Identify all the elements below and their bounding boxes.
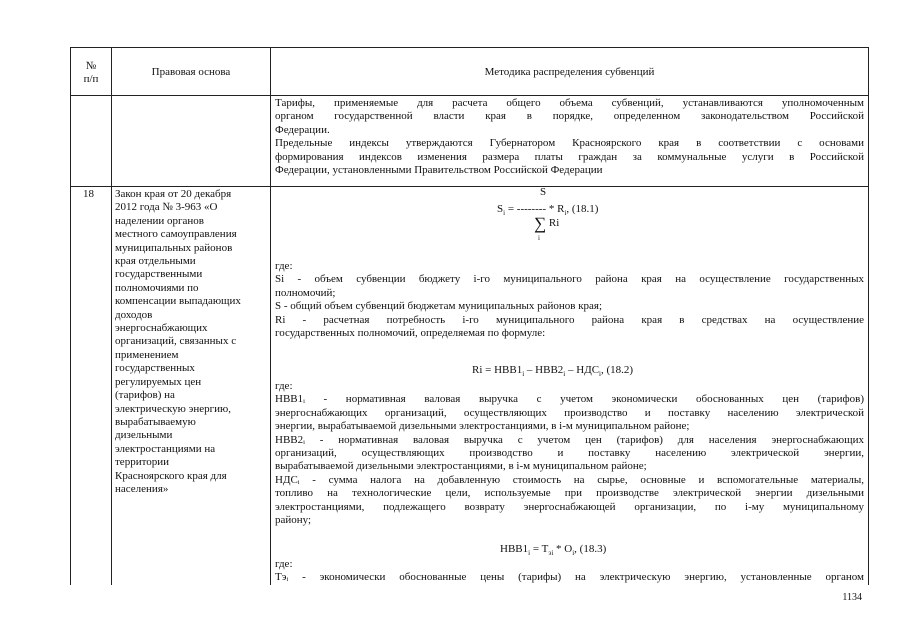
basis-line: вырабатываемую xyxy=(115,415,196,428)
formula-lhs: S xyxy=(497,203,504,215)
basis-line: Красноярского края для xyxy=(115,469,227,482)
basis-line: Закон края от 20 декабря xyxy=(115,188,232,200)
basis-line: государственными xyxy=(115,268,203,281)
basis-line: дизельными xyxy=(115,429,173,442)
basis-line: организаций, связанных с xyxy=(115,335,237,348)
formula-number: , (18.1) xyxy=(566,203,599,215)
table-divider-1 xyxy=(111,47,112,585)
basis-line: муниципальных районов xyxy=(115,241,233,254)
basis-line: доходов xyxy=(115,308,153,321)
formula-part: – НДС xyxy=(565,364,600,376)
definition-line: государственных полномочий, определяемая по формуле: xyxy=(275,327,546,340)
formula-part: Ri = HBB1 xyxy=(472,364,523,376)
definition-line: НВВ1ᵢ - нормативная валовая выручка с учетом экономически обоснованных цен (тарифов) xyxy=(275,393,864,406)
formula-18-1-main xyxy=(497,203,599,218)
where-label: где: xyxy=(275,260,293,272)
definition-line: вырабатываемой дизельными электростанциями, в i-м муниципальном районе; xyxy=(275,460,647,473)
formula-number: , (18.3) xyxy=(574,543,607,555)
definition-line: району; xyxy=(275,514,312,527)
formula-18-2 xyxy=(472,364,634,379)
where-label: где: xyxy=(275,380,293,392)
basis-line: (тарифов) на xyxy=(115,389,175,402)
text-line: Федерации, установленными Правительством Российской Федерации xyxy=(275,164,603,177)
basis-line: применением xyxy=(115,348,179,361)
basis-line: наделении органов xyxy=(115,214,205,227)
basis-line: края отдельными xyxy=(115,255,196,268)
header-number-symbol: № xyxy=(85,60,97,72)
definition-line: Ri - расчетная потребность i-го муниципального района края в средствах на осуществление xyxy=(275,313,864,326)
basis-line: регулируемых цен xyxy=(115,375,202,388)
formula-sub: i xyxy=(564,209,567,218)
basis-line: государственных xyxy=(115,362,195,375)
formula-sub: i xyxy=(503,209,506,218)
formula-part: = T xyxy=(530,543,549,555)
method-text-part2 xyxy=(275,380,864,527)
table-border-top xyxy=(70,47,869,48)
basis-line: 2012 года № 3-963 «О xyxy=(115,201,218,214)
basis-line: энергоснабжающих xyxy=(115,322,208,335)
text-line: Предельные индексы утверждаются Губернатором Красноярского края в соответствии с основами xyxy=(275,137,864,150)
method-text-part1 xyxy=(275,260,864,340)
formula-18-3 xyxy=(500,543,607,558)
definition-line: S - общий объем субвенций бюджетам муниципальных районов края; xyxy=(275,300,603,313)
sigma-symbol: ∑ xyxy=(534,214,547,233)
table-divider-2 xyxy=(270,47,271,585)
where-label: где: xyxy=(275,558,293,570)
basis-line: местного самоуправления xyxy=(115,228,237,241)
definition-line: организаций, осуществляющих производство и поставку населению электрической энергии, xyxy=(275,447,864,460)
formula-eq: = -------- * R xyxy=(505,203,565,215)
formula-denominator-text: Ri xyxy=(548,217,560,229)
sigma-index: i xyxy=(538,234,540,242)
definition-line: НВВ2ᵢ - нормативная валовая выручка с учетом цен (тарифов) для населения энергоснабжающих xyxy=(275,433,864,446)
header-bottom-line xyxy=(70,95,869,96)
row-number: 18 xyxy=(83,188,94,200)
method-text-part3 xyxy=(275,558,864,585)
table-border-right xyxy=(868,47,869,585)
header-number-abbr: п/п xyxy=(83,73,99,86)
basis-line: компенсации выпадающих xyxy=(115,295,241,308)
formula-sub: эi xyxy=(548,549,554,558)
definition-line: полномочий; xyxy=(275,286,336,299)
definition-line: электростанциями, подлежащего возврату энергоснабжающей организации, по i-му муниципальному xyxy=(275,500,864,513)
definition-line: Тэᵢ - экономически обоснованные цены (тарифы) на электрическую энергию, установленные органом xyxy=(275,571,864,584)
formula-sub: i xyxy=(522,370,525,379)
definition-line: энергоснабжающих организаций, осуществляющих производство и поставку населению электрической xyxy=(275,406,864,419)
text-line: Федерации. xyxy=(275,123,330,136)
header-legal-basis: Правовая основа xyxy=(151,66,231,78)
formula-part: HBB1 xyxy=(500,543,529,555)
prev-row-text xyxy=(275,97,864,177)
formula-18-1-denominator xyxy=(534,215,559,232)
formula-sub: i xyxy=(528,549,531,558)
formula-part: * O xyxy=(553,543,573,555)
table-border-left xyxy=(70,47,71,585)
formula-part: – HBB2 xyxy=(524,364,564,376)
text-line: органом государственной власти края в порядке, определенном законодательством Российской xyxy=(275,110,864,123)
definition-line: НДСᵢ - сумма налога на добавленную стоимость на сырье, основные и вспомогательные материалы, xyxy=(275,473,864,486)
page-number: 1134 xyxy=(842,592,862,603)
definition-line: топливо на технологические цели, используемые при производстве электрической энергии дизельными xyxy=(275,487,864,500)
legal-basis-text xyxy=(115,188,269,496)
basis-line: территории xyxy=(115,456,170,469)
formula-number: , (18.2) xyxy=(601,364,634,376)
row-divider xyxy=(70,186,869,187)
header-number-column xyxy=(71,60,111,87)
header-method: Методика распределения субвенций xyxy=(484,66,655,78)
text-line: формирования индексов изменения размера платы граждан за коммунальные услуги в Российской xyxy=(275,150,864,163)
formula-sub: i xyxy=(572,549,575,558)
definition-line: энергии, вырабатываемой дизельными электростанциями, в i-м муниципальном районе; xyxy=(275,420,690,433)
text-line: Тарифы, применяемые для расчета общего объема субвенций, устанавливаются уполномоченным xyxy=(275,97,864,109)
basis-line: электрическую энергию, xyxy=(115,402,232,415)
basis-line: населения» xyxy=(115,482,169,495)
basis-line: электростанциями на xyxy=(115,442,216,455)
definition-line: Si - объем субвенции бюджету i-го муниципального района края на осуществление государственных xyxy=(275,273,864,286)
formula-sub: i xyxy=(563,370,566,379)
basis-line: полномочиями по xyxy=(115,281,199,294)
formula-sub: i xyxy=(599,370,601,379)
formula-18-1-numerator: S xyxy=(540,186,547,198)
